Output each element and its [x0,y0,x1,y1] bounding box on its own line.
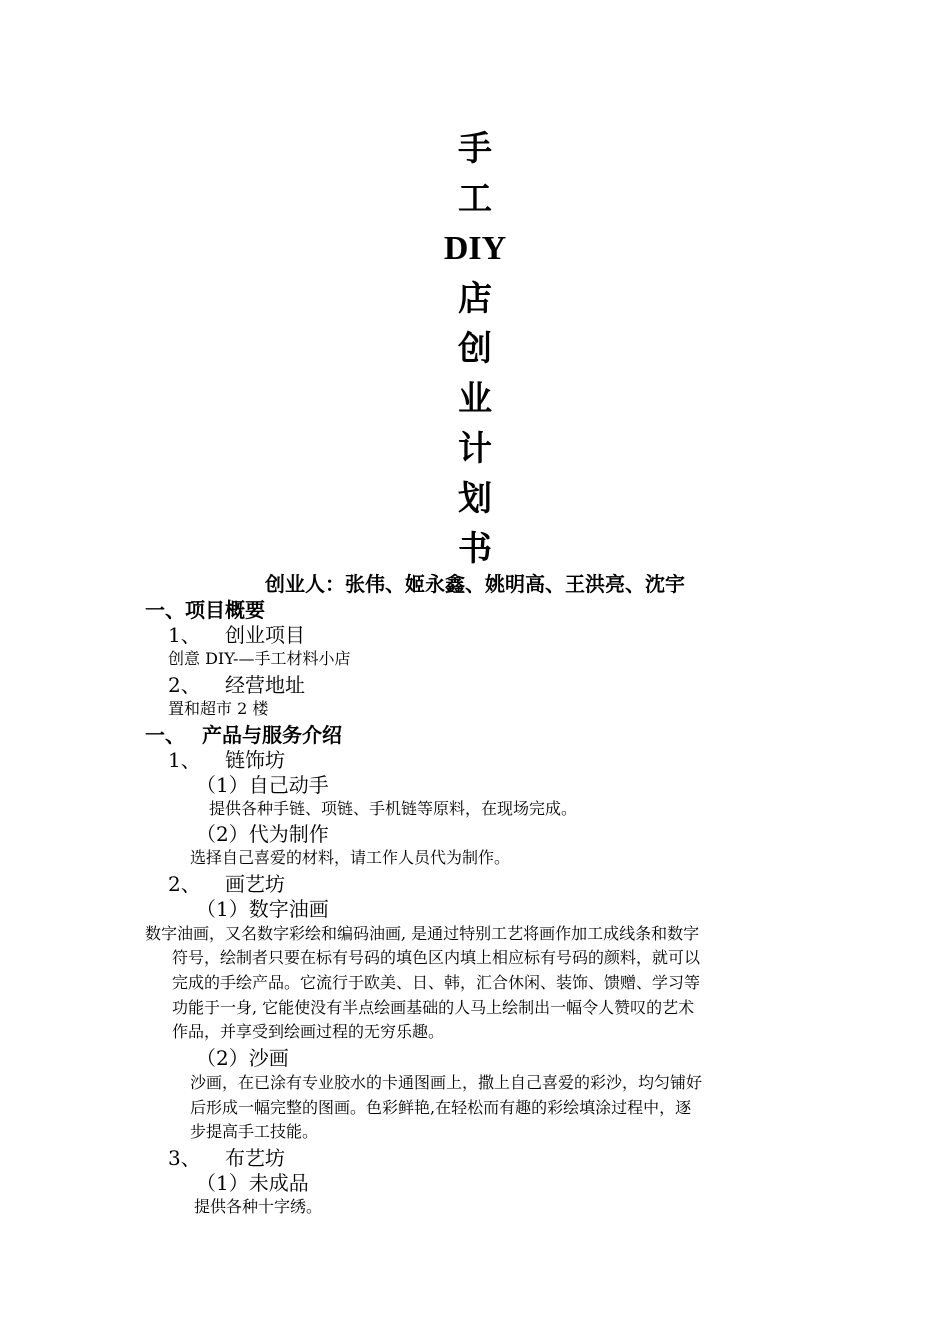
title-char: 工 [458,179,492,219]
subsection-label: 创业项目 [225,623,305,647]
section-number: 一、 [145,723,185,747]
address-text: 置和超市 2 楼 [168,699,269,718]
title-char: 店 [458,279,492,319]
document-title [0,124,950,574]
paragraph-line: 步提高手工技能。 [190,1122,319,1141]
subsection-chain-workshop [168,747,285,773]
subsection-address [168,672,305,698]
subsection-label: 布艺坊 [225,1146,285,1170]
subsection-number: 1、 [168,748,201,772]
item-heading-sand-painting: （2）沙画 [196,1046,289,1070]
section-heading-overview: 一、项目概要 [145,598,265,622]
title-char: 书 [458,529,492,569]
project-text: 创意 DIY-—手工材料小店 [168,649,351,668]
title-char: 业 [458,379,492,419]
paragraph-line: 完成的手绘产品。它流行于欧美、日、韩，汇合休闲、装饰、馈赠、学习等 [172,973,701,992]
unfinished-text: 提供各种十字绣。 [194,1197,323,1216]
subsection-project [168,622,305,648]
section-label: 产品与服务介绍 [202,723,342,747]
custom-text: 选择自己喜爱的材料，请工作人员代为制作。 [190,848,511,867]
item-heading-custom: （2）代为制作 [196,822,329,846]
title-char: 手 [458,129,492,169]
subsection-number: 1、 [168,623,201,647]
subsection-fabric-workshop [168,1145,285,1171]
diy-text: 提供各种手链、项链、手机链等原料，在现场完成。 [209,799,578,818]
founders-line: 创业人：张伟、姬永鑫、姚明高、王洪亮、沈宇 [265,572,685,596]
subsection-label: 经营地址 [225,673,305,697]
item-heading-digital-oil: （1）数字油画 [196,897,329,921]
subsection-label: 画艺坊 [225,872,285,896]
subsection-label: 链饰坊 [225,748,285,772]
subsection-number: 3、 [168,1146,201,1170]
paragraph-line: 沙画，在已涂有专业胶水的卡通图画上，撒上自己喜爱的彩沙，均匀铺好 [190,1073,703,1092]
paragraph-line: 符号，绘制者只要在标有号码的填色区内填上相应标有号码的颜料，就可以 [172,948,701,967]
title-char: 创 [458,329,492,369]
item-heading-diy: （1）自己动手 [196,773,329,797]
title-char: DIY [443,230,507,267]
paragraph-line: 后形成一幅完整的图画。色彩鲜艳,在轻松而有趣的彩绘填涂过程中，逐 [190,1098,692,1117]
subsection-painting-workshop [168,871,285,897]
subsection-number: 2、 [168,673,201,697]
title-char: 划 [458,479,492,519]
subsection-number: 2、 [168,872,201,896]
item-heading-unfinished: （1）未成品 [196,1171,309,1195]
title-char: 计 [458,429,492,469]
paragraph-line: 数字油画，又名数字彩绘和编码油画, 是通过特别工艺将画作加工成线条和数字 [145,924,700,943]
section-heading-products [145,722,342,748]
paragraph-line: 功能于一身, 它能使没有半点绘画基础的人马上绘制出一幅令人赞叹的艺术 [172,998,695,1017]
paragraph-line: 作品，并享受到绘画过程的无穷乐趣。 [172,1022,445,1041]
